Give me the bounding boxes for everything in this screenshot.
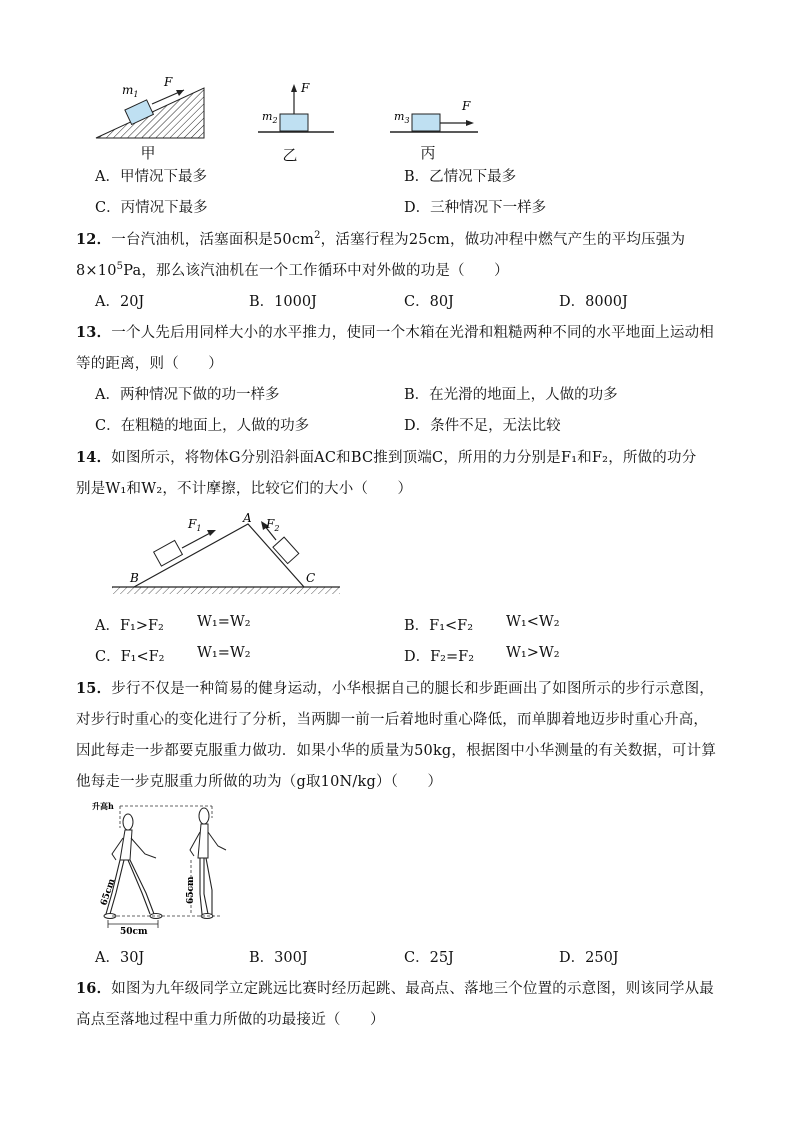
q13-option-c: C．在粗糙的地面上，人做的功多 [95, 418, 310, 434]
q11-figure-bing [388, 92, 480, 138]
q14-option-a-work: W₁=W₂ [197, 614, 251, 630]
q11-option-d: D．三种情况下一样多 [404, 200, 547, 216]
leg-length-label-2: 65cm [186, 876, 196, 904]
q15-option-d: D．250J [559, 950, 619, 966]
svg-text:A: A [243, 511, 252, 525]
step-length-label: 50cm [120, 927, 148, 936]
figure-label-bing: 丙 [420, 144, 436, 162]
q15-option-c: C．25J [404, 950, 454, 966]
block-m2 [280, 114, 308, 131]
q12-stem-line2: $8\times 10^5Pa$，那么该汽油机在一个工作循环中对外做的功是（ ） [76, 261, 509, 279]
q15-stem-line2: 对步行时重心的变化进行了分析，当两脚一前一后着地时重心降低，而单脚着地迈步时重心升高， [76, 712, 709, 728]
q13-stem-line1: 13．一个人先后用同样大小的水平推力，使同一个木箱在光滑和粗糙两种不同的水平地面上运动相 [76, 324, 714, 341]
q12-option-b: B．1000J [249, 294, 317, 310]
figure-label-yi: 乙 [282, 146, 298, 164]
q14-option-c-work: W₁=W₂ [197, 645, 251, 661]
q15-stem-line3: 因此每走一步都要克服重力做功．如果小华的质量为50kg，根据图中小华测量的有关数据，可计算 [76, 743, 717, 759]
q16-stem-line2: 高点至落地过程中重力所做的功最接近（ ） [76, 1012, 385, 1028]
q14-option-d-work: W₁>W₂ [506, 645, 560, 661]
q14-option-b-force: B．F₁<F₂ [404, 618, 474, 634]
q14-option-c-force: C．F₁<F₂ [95, 649, 165, 665]
block-on-ac [273, 537, 299, 563]
q13-option-a: A．两种情况下做的功一样多 [95, 387, 280, 403]
q12-option-c: C．80J [404, 294, 454, 310]
q13-option-b: B．在光滑的地面上，人做的功多 [404, 387, 618, 403]
q15-walking-figure [90, 798, 240, 936]
q14-option-b-work: W₁<W₂ [506, 614, 560, 630]
svg-text:F: F [301, 81, 310, 95]
q11-option-b: B．乙情况下最多 [404, 169, 517, 185]
rise-h-label: 升高h [92, 801, 114, 811]
q12-stem-line1: 12．一台汽油机，活塞面积是$50cm^2$，活塞行程为25cm，做功冲程中燃气产生的平均压强为 [76, 230, 686, 248]
svg-text:m2: $m_2$ [262, 110, 278, 125]
q14-stem-line2: 别是W₁和W₂，不计摩擦，比较它们的大小（ ） [76, 481, 413, 497]
figure-label-jia: 甲 [140, 144, 156, 162]
q11-option-c: C．丙情况下最多 [95, 200, 208, 216]
q15-stem-line1: 15．步行不仅是一种简易的健身运动，小华根据自己的腿长和步距画出了如图所示的步行示意图， [76, 680, 714, 697]
leg-length-label-1: 65cm [99, 877, 118, 907]
svg-text:C: C [306, 571, 316, 585]
q14-option-a-force: A．F₁>F₂ [95, 618, 164, 634]
q14-stem-line1: 14．如图所示，将物体G分别沿斜面AC和BC推到顶端C，所用的力分别是F₁和F₂，所做的功分 [76, 449, 697, 466]
q11-figure-yi [256, 80, 336, 136]
svg-text:m3: $m_3$ [394, 110, 410, 125]
q14-incline-figure [112, 510, 342, 598]
q16-stem-line1: 16．如图为九年级同学立定跳远比赛时经历起跳、最高点、落地三个位置的示意图，则该同学从最 [76, 980, 714, 997]
q13-stem-line2: 等的距离，则（ ） [76, 356, 223, 372]
svg-text:F: F [462, 99, 471, 113]
force-f-label: F [164, 75, 173, 89]
m1-label: $m_1$ [122, 83, 139, 99]
svg-text:F2: $F_2$ [266, 517, 280, 533]
svg-text:F1: $F_1$ [188, 517, 202, 533]
q12-option-d: D．8000J [559, 294, 628, 310]
block-m3 [412, 114, 440, 131]
q11-figure-jia [94, 72, 214, 142]
svg-text:B: B [130, 571, 139, 585]
q15-option-a: A．30J [95, 950, 145, 966]
q14-option-d-force: D．F₂=F₂ [404, 649, 475, 665]
q12-option-a: A．20J [95, 294, 145, 310]
q13-option-d: D．条件不足，无法比较 [404, 418, 561, 434]
q15-option-b: B．300J [249, 950, 308, 966]
q11-option-a: A．甲情况下最多 [95, 169, 207, 185]
q15-stem-line4: 他每走一步克服重力所做的功为（g取10N/kg）（ ） [76, 774, 443, 790]
